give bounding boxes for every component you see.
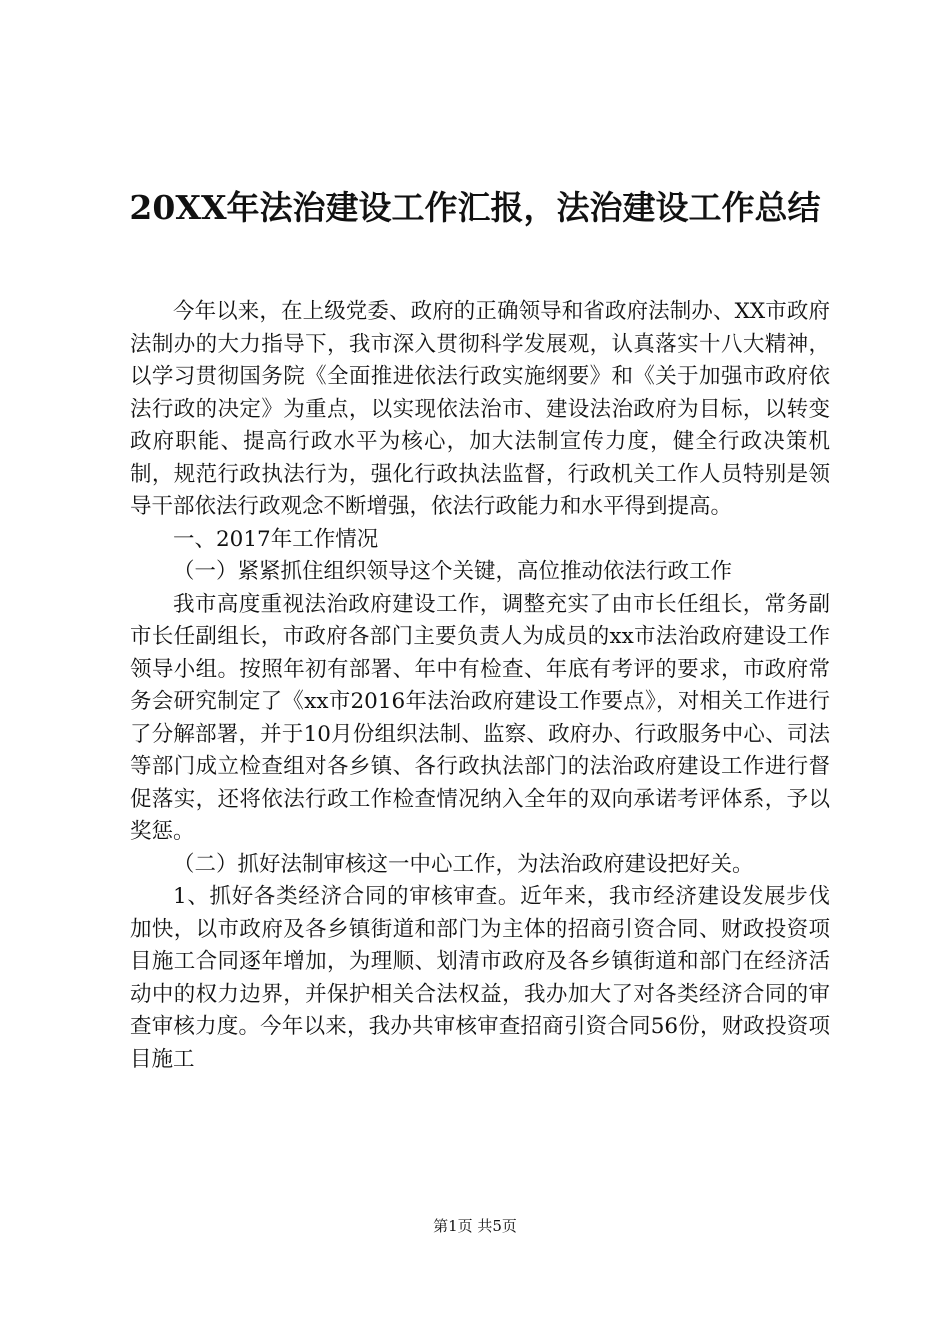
- paragraph-contracts: 1、抓好各类经济合同的审核审查。近年来，我市经济建设发展步伐加快，以市政府及各乡镇街道和部门为主体的招商引资合同、财政投资项目施工合同逐年增加，为理顺、划清市政府及各乡镇街道和部门在经济活动中的权力边界，并保护相关合法权益，我办加大了对各类经济合同的审查审核力度。今年以来，我办共审核审查招商引资合同56份，财政投资项目施工: [130, 884, 830, 1072]
- document-title: 20XX年法治建设工作汇报，法治建设工作总结: [129, 188, 821, 227]
- subsection-heading-1: （一）紧紧抓住组织领导这个关键，高位推动依法行政工作: [173, 559, 733, 584]
- document-body: [130, 296, 830, 1076]
- section-heading: 一、2017年工作情况: [173, 526, 379, 552]
- paragraph-intro: 今年以来，在上级党委、政府的正确领导和省政府法制办、XX市政府法制办的大力指导下，我市深入贯彻科学发展观，认真落实十八大精神，以学习贯彻国务院《全面推进依法行政实施纲要》和《关于加强市政府依法行政的决定》为重点，以实现依法治市、建设法治政府为目标，以转变政府职能、提高行政水平为核心，加大法制宣传力度，健全行政决策机制，规范行政执法行为，强化行政执法监督，行政机关工作人员特别是领导干部依法行政观念不断增强，依法行政能力和水平得到提高。: [130, 299, 830, 519]
- paragraph-leadership: 我市高度重视法治政府建设工作，调整充实了由市长任组长，常务副市长任副组长，市政府各部门主要负责人为成员的xx市法治政府建设工作领导小组。按照年初有部署、年中有检查、年底有考评的要求，市政府常务会研究制定了《xx市2016年法治政府建设工作要点》，对相关工作进行了分解部署，并于10月份组织法制、监察、政府办、行政服务中心、司法等部门成立检查组对各乡镇、各行政执法部门的法治政府建设工作进行督促落实，还将依法行政工作检查情况纳入全年的双向承诺考评体系，予以奖惩。: [130, 591, 830, 844]
- subsection-heading-2: （二）抓好法制审核这一中心工作，为法治政府建设把好关。: [173, 851, 754, 877]
- page-footer: 第1页 共5页: [433, 1217, 517, 1235]
